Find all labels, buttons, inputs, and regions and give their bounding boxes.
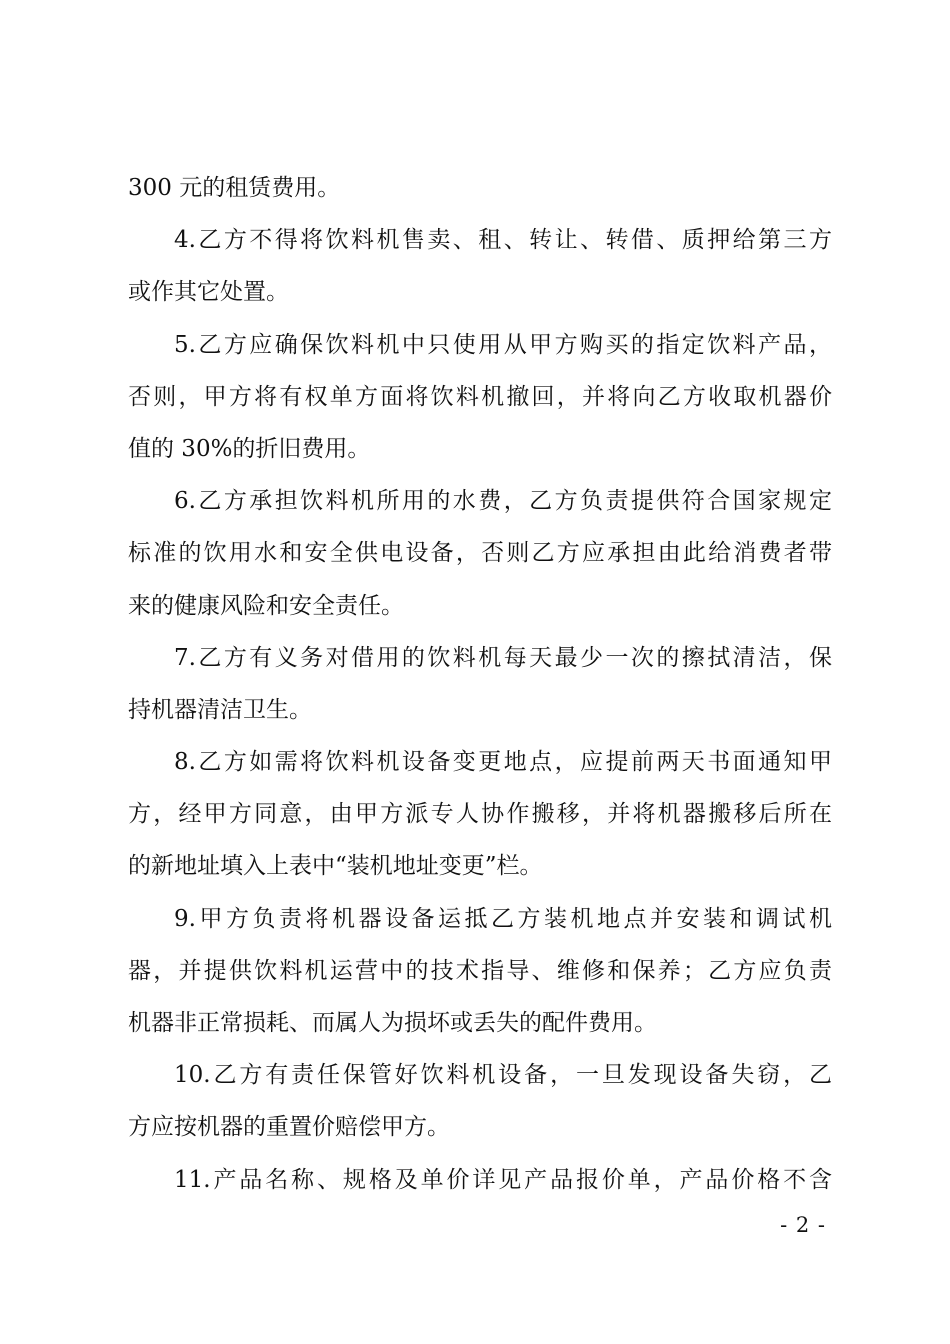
text-line: 或作其它处置。 xyxy=(128,279,289,306)
clause-6-line: 6.乙方承担饮料机所用的水费，乙方负责提供符合国家规定 xyxy=(174,488,832,515)
text-line: 方应按机器的重置价赔偿甲方。 xyxy=(128,1114,450,1141)
clause-8-line: 8.乙方如需将饮料机设备变更地点，应提前两天书面通知甲 xyxy=(174,749,832,776)
text-line: 来的健康风险和安全责任。 xyxy=(128,592,404,619)
text-line: 300 元的租赁费用。 xyxy=(128,175,341,201)
clause-4-line: 4.乙方不得将饮料机售卖、租、转让、转借、质押给第三方 xyxy=(174,227,832,254)
text-line: 值的 30%的折旧费用。 xyxy=(128,435,371,462)
contract-body-text xyxy=(128,162,832,1206)
text-line: 机器非正常损耗、而属人为损坏或丢失的配件费用。 xyxy=(128,1010,657,1036)
text-line: 的新地址填入上表中“装机地址变更”栏。 xyxy=(128,853,543,880)
text-line: 标准的饮用水和安全供电设备，否则乙方应承担由此给消费者带 xyxy=(128,540,832,567)
text-line: 持机器清洁卫生。 xyxy=(128,696,312,723)
clause-11-line: 11.产品名称、规格及单价详见产品报价单，产品价格不含 xyxy=(174,1166,832,1193)
text-line: 器，并提供饮料机运营中的技术指导、维修和保养；乙方应负责 xyxy=(128,957,832,984)
clause-5-line: 5.乙方应确保饮料机中只使用从甲方购买的指定饮料产品， xyxy=(174,331,832,358)
page-number: - 2 - xyxy=(780,1213,826,1237)
text-line: 否则，甲方将有权单方面将饮料机撤回，并将向乙方收取机器价 xyxy=(128,383,832,410)
clause-10-line: 10.乙方有责任保管好饮料机设备，一旦发现设备失窃，乙 xyxy=(174,1062,832,1089)
clause-9-line: 9.甲方负责将机器设备运抵乙方装机地点并安装和调试机 xyxy=(174,905,832,932)
clause-7-line: 7.乙方有义务对借用的饮料机每天最少一次的擦拭清洁，保 xyxy=(174,644,832,671)
text-line: 方，经甲方同意，由甲方派专人协作搬移，并将机器搬移后所在 xyxy=(128,801,832,828)
